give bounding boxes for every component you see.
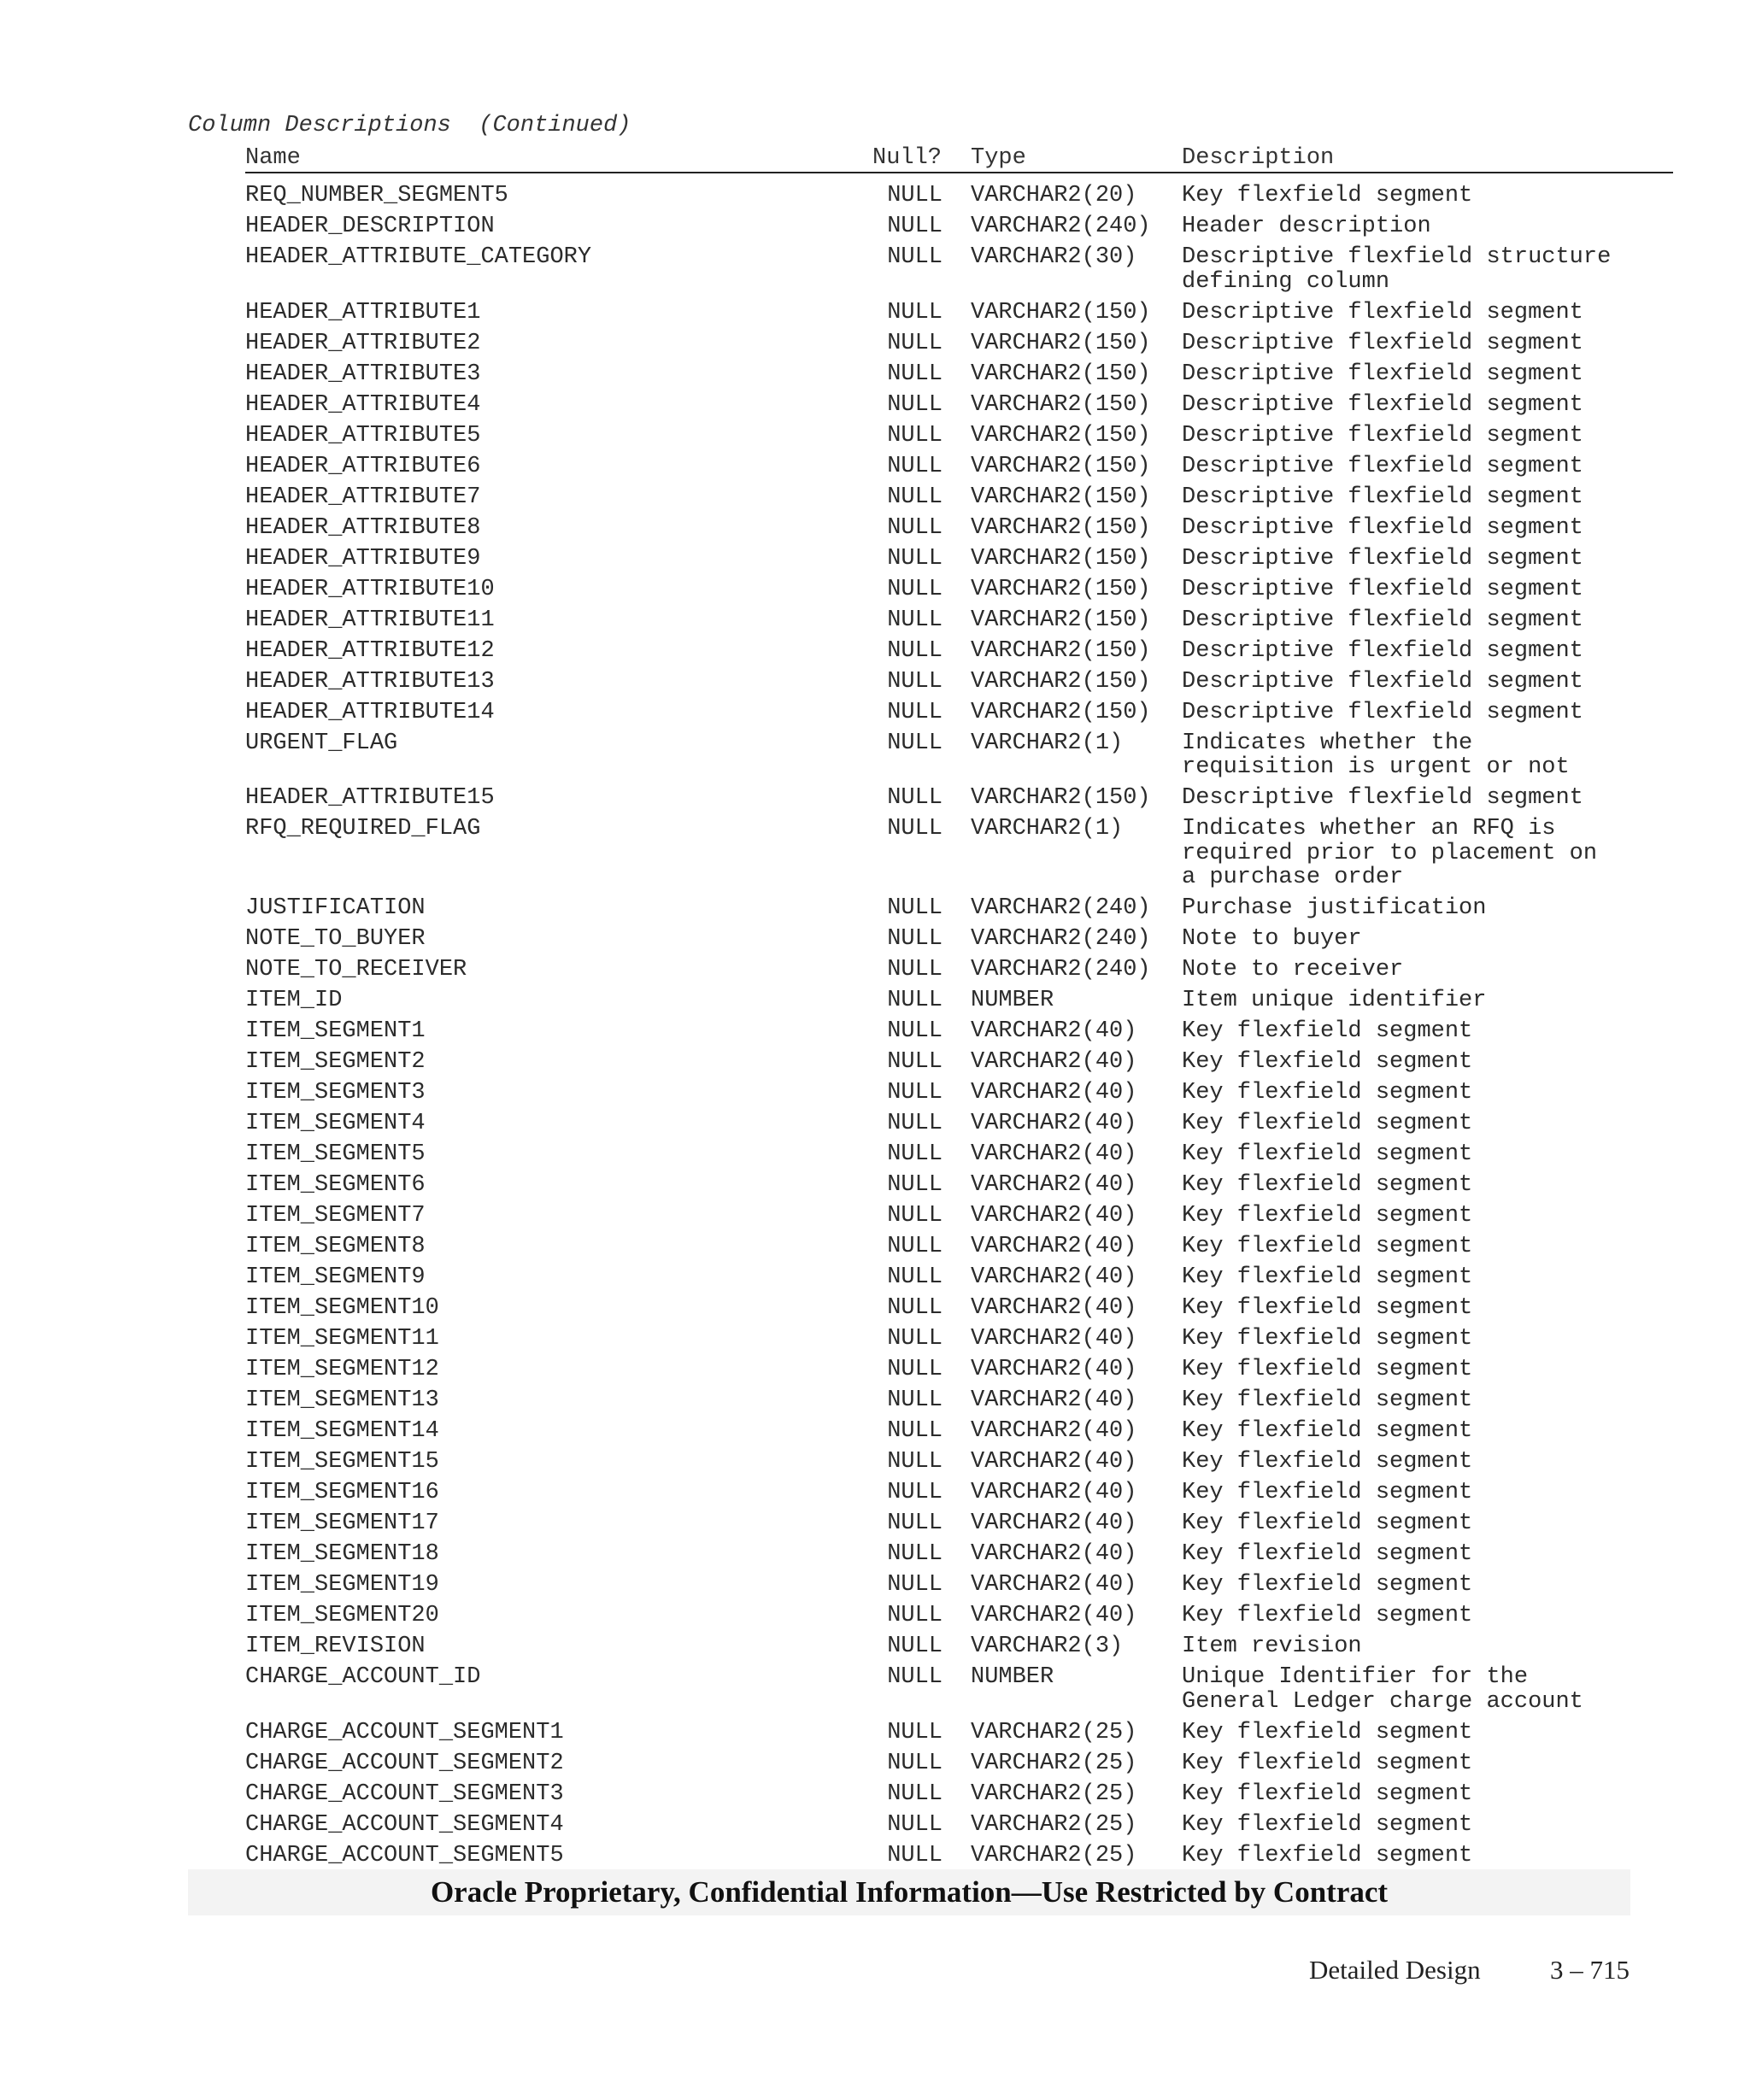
table-row — [245, 1388, 1673, 1419]
column-description: Descriptive flexfield segment — [1182, 668, 1583, 695]
column-nullability: NULL — [887, 988, 943, 1013]
column-type: VARCHAR2(240) — [971, 214, 1151, 239]
table-row — [245, 1019, 1673, 1050]
column-name: ITEM_SEGMENT15 — [245, 1449, 439, 1475]
column-type: VARCHAR2(40) — [971, 1387, 1137, 1413]
column-name: ITEM_SEGMENT19 — [245, 1572, 439, 1598]
column-description: Item unique identifier — [1182, 988, 1487, 1013]
column-description: Key flexfield segment — [1182, 1510, 1473, 1536]
column-name: NOTE_TO_BUYER — [245, 926, 426, 952]
column-type: NUMBER — [971, 1664, 1054, 1690]
column-name: ITEM_SEGMENT16 — [245, 1480, 439, 1505]
column-name: ITEM_REVISION — [245, 1634, 426, 1659]
column-type: VARCHAR2(3) — [971, 1634, 1124, 1659]
column-nullability: NULL — [887, 1141, 943, 1167]
column-type: VARCHAR2(40) — [971, 1111, 1137, 1136]
column-nullability: NULL — [887, 1572, 943, 1598]
column-nullability: NULL — [887, 637, 943, 664]
table-row — [245, 701, 1673, 731]
column-description: Key flexfield segment — [1182, 1480, 1473, 1505]
column-name: CHARGE_ACCOUNT_SEGMENT3 — [245, 1780, 564, 1807]
column-name: NOTE_TO_RECEIVER — [245, 957, 467, 983]
table-row — [245, 1573, 1673, 1604]
table-row — [245, 1604, 1673, 1634]
column-name: HEADER_ATTRIBUTE7 — [245, 484, 481, 510]
confidentiality-banner: Oracle Proprietary, Confidential Information––Use Restricted by Contract — [188, 1869, 1630, 1915]
column-nullability: NULL — [887, 1634, 943, 1659]
table-row — [245, 547, 1673, 578]
column-description: Key flexfield segment — [1182, 1572, 1473, 1598]
section-title: Column Descriptions (Continued) — [188, 113, 631, 138]
column-nullability: NULL — [887, 299, 943, 326]
column-nullability: NULL — [887, 1510, 943, 1536]
column-name: HEADER_ATTRIBUTE14 — [245, 699, 495, 725]
column-description: Key flexfield segment — [1182, 1842, 1473, 1868]
column-nullability: NULL — [887, 1172, 943, 1198]
column-description: Descriptive flexfield segment — [1182, 453, 1583, 479]
column-name: ITEM_SEGMENT17 — [245, 1510, 439, 1536]
column-type: VARCHAR2(150) — [971, 637, 1151, 664]
column-description: Key flexfield segment — [1182, 1141, 1473, 1167]
header-type: Type — [971, 145, 1026, 171]
column-nullability: NULL — [887, 895, 943, 921]
table-row — [245, 1419, 1673, 1450]
column-type: VARCHAR2(25) — [971, 1842, 1137, 1868]
column-type: VARCHAR2(150) — [971, 391, 1151, 418]
column-nullability: NULL — [887, 1811, 943, 1838]
column-description: Key flexfield segment — [1182, 1295, 1473, 1321]
column-description: Descriptive flexfield segment — [1182, 330, 1583, 356]
column-nullability: NULL — [887, 926, 943, 952]
table-row — [245, 1142, 1673, 1173]
column-name: ITEM_SEGMENT18 — [245, 1541, 439, 1567]
column-nullability: NULL — [887, 1541, 943, 1567]
column-name: RFQ_REQUIRED_FLAG — [245, 816, 481, 842]
column-nullability: NULL — [887, 668, 943, 695]
column-type: VARCHAR2(150) — [971, 699, 1151, 725]
column-description: Key flexfield segment — [1182, 1203, 1473, 1229]
column-type: VARCHAR2(25) — [971, 1811, 1137, 1838]
column-type: VARCHAR2(40) — [971, 1541, 1137, 1567]
column-nullability: NULL — [887, 607, 943, 633]
column-name: CHARGE_ACCOUNT_SEGMENT2 — [245, 1750, 564, 1776]
column-nullability: NULL — [887, 453, 943, 479]
column-nullability: NULL — [887, 1234, 943, 1259]
table-row — [245, 988, 1673, 1019]
header-name: Name — [245, 145, 301, 171]
column-nullability: NULL — [887, 699, 943, 725]
column-nullability: NULL — [887, 361, 943, 387]
column-description: Key flexfield segment — [1182, 1811, 1473, 1838]
table-row — [245, 1542, 1673, 1573]
table-row — [245, 184, 1673, 214]
column-name: HEADER_DESCRIPTION — [245, 214, 495, 239]
column-nullability: NULL — [887, 1418, 943, 1444]
column-description: Note to receiver — [1182, 957, 1404, 983]
column-description: Key flexfield segment — [1182, 1387, 1473, 1413]
table-row — [245, 362, 1673, 393]
column-name: ITEM_SEGMENT10 — [245, 1295, 439, 1321]
column-name: HEADER_ATTRIBUTE13 — [245, 668, 495, 695]
table-row — [245, 578, 1673, 608]
column-description: Key flexfield segment — [1182, 1326, 1473, 1352]
column-nullability: NULL — [887, 422, 943, 449]
table-row — [245, 608, 1673, 639]
column-description: Key flexfield segment — [1182, 1264, 1473, 1290]
column-nullability: NULL — [887, 730, 943, 756]
column-type: VARCHAR2(40) — [971, 1264, 1137, 1290]
column-type: VARCHAR2(240) — [971, 926, 1151, 952]
column-description: Descriptive flexfield segment — [1182, 514, 1583, 541]
table-row — [245, 1813, 1673, 1844]
column-description: Key flexfield segment — [1182, 1719, 1473, 1745]
column-description: Key flexfield segment — [1182, 1049, 1473, 1075]
table-row — [245, 786, 1673, 817]
column-type: VARCHAR2(1) — [971, 816, 1124, 842]
column-nullability: NULL — [887, 576, 943, 602]
column-type: VARCHAR2(40) — [971, 1357, 1137, 1382]
column-type: VARCHAR2(40) — [971, 1480, 1137, 1505]
column-name: CHARGE_ACCOUNT_SEGMENT5 — [245, 1842, 564, 1868]
table-row — [245, 1173, 1673, 1204]
column-type: VARCHAR2(40) — [971, 1080, 1137, 1106]
column-nullability: NULL — [887, 391, 943, 418]
column-nullability: NULL — [887, 1780, 943, 1807]
column-description: Descriptive flexfield segment — [1182, 637, 1583, 664]
column-name: HEADER_ATTRIBUTE9 — [245, 545, 481, 572]
table-row — [245, 485, 1673, 516]
column-name: HEADER_ATTRIBUTE8 — [245, 514, 481, 541]
table-row — [245, 455, 1673, 485]
column-name: HEADER_ATTRIBUTE10 — [245, 576, 495, 602]
column-type: VARCHAR2(20) — [971, 183, 1137, 208]
column-nullability: NULL — [887, 816, 943, 842]
column-nullability: NULL — [887, 1295, 943, 1321]
column-name: CHARGE_ACCOUNT_SEGMENT1 — [245, 1719, 564, 1745]
column-nullability: NULL — [887, 330, 943, 356]
table-row — [245, 516, 1673, 547]
column-description: Descriptive flexfield segment — [1182, 545, 1583, 572]
column-name: HEADER_ATTRIBUTE6 — [245, 453, 481, 479]
column-nullability: NULL — [887, 1603, 943, 1628]
column-type: VARCHAR2(40) — [971, 1049, 1137, 1075]
column-nullability: NULL — [887, 1357, 943, 1382]
column-type: VARCHAR2(150) — [971, 453, 1151, 479]
column-name: ITEM_SEGMENT12 — [245, 1357, 439, 1382]
table-header — [245, 144, 1673, 173]
table-row — [245, 896, 1673, 927]
table-row — [245, 1481, 1673, 1511]
column-name: JUSTIFICATION — [245, 895, 426, 921]
column-description: Key flexfield segment — [1182, 1018, 1473, 1044]
column-nullability: NULL — [887, 1719, 943, 1745]
column-name: ITEM_SEGMENT1 — [245, 1018, 426, 1044]
column-name: HEADER_ATTRIBUTE5 — [245, 422, 481, 449]
table-row — [245, 424, 1673, 455]
column-type: VARCHAR2(40) — [971, 1295, 1137, 1321]
column-description: Descriptive flexfield segment — [1182, 785, 1583, 811]
column-nullability: NULL — [887, 514, 943, 541]
column-description: Key flexfield segment — [1182, 1418, 1473, 1444]
column-type: VARCHAR2(40) — [971, 1203, 1137, 1229]
column-description: Purchase justification — [1182, 895, 1487, 921]
column-description: Descriptive flexfield segment — [1182, 361, 1583, 387]
column-name: HEADER_ATTRIBUTE3 — [245, 361, 481, 387]
table-row — [245, 245, 1673, 301]
column-type: VARCHAR2(40) — [971, 1234, 1137, 1259]
table-row — [245, 1450, 1673, 1481]
table-row — [245, 1296, 1673, 1327]
column-description: Key flexfield segment — [1182, 1449, 1473, 1475]
table-row — [245, 1112, 1673, 1142]
column-description: Descriptive flexfield structure defining column — [1182, 244, 1612, 295]
column-description: Unique Identifier for the General Ledger charge account — [1182, 1664, 1583, 1715]
column-description: Key flexfield segment — [1182, 1750, 1473, 1776]
table-row — [245, 1265, 1673, 1296]
column-type: VARCHAR2(240) — [971, 957, 1151, 983]
table-row — [245, 1634, 1673, 1665]
column-type: VARCHAR2(40) — [971, 1603, 1137, 1628]
table-row — [245, 331, 1673, 362]
column-description: Note to buyer — [1182, 926, 1362, 952]
column-name: ITEM_SEGMENT20 — [245, 1603, 439, 1628]
table-row — [245, 1782, 1673, 1813]
column-nullability: NULL — [887, 1111, 943, 1136]
column-nullability: NULL — [887, 785, 943, 811]
column-nullability: NULL — [887, 214, 943, 239]
column-description: Key flexfield segment — [1182, 1357, 1473, 1382]
column-nullability: NULL — [887, 1449, 943, 1475]
column-nullability: NULL — [887, 1049, 943, 1075]
table-row — [245, 1050, 1673, 1081]
column-name: ITEM_SEGMENT5 — [245, 1141, 426, 1167]
column-nullability: NULL — [887, 957, 943, 983]
column-name: CHARGE_ACCOUNT_SEGMENT4 — [245, 1811, 564, 1838]
column-name: ITEM_SEGMENT6 — [245, 1172, 426, 1198]
column-nullability: NULL — [887, 484, 943, 510]
column-type: VARCHAR2(1) — [971, 730, 1124, 756]
column-name: HEADER_ATTRIBUTE1 — [245, 299, 481, 326]
column-nullability: NULL — [887, 1750, 943, 1776]
table-row — [245, 1511, 1673, 1542]
column-name: CHARGE_ACCOUNT_ID — [245, 1664, 481, 1690]
column-name: ITEM_ID — [245, 988, 343, 1013]
column-nullability: NULL — [887, 545, 943, 572]
column-name: ITEM_SEGMENT11 — [245, 1326, 439, 1352]
column-nullability: NULL — [887, 1326, 943, 1352]
table-row — [245, 1204, 1673, 1235]
column-type: VARCHAR2(40) — [971, 1326, 1137, 1352]
column-name: HEADER_ATTRIBUTE2 — [245, 330, 481, 356]
column-name: ITEM_SEGMENT9 — [245, 1264, 426, 1290]
table-row — [245, 731, 1673, 787]
column-type: VARCHAR2(25) — [971, 1750, 1137, 1776]
column-type: VARCHAR2(150) — [971, 484, 1151, 510]
table-row — [245, 1327, 1673, 1358]
table-row — [245, 1751, 1673, 1782]
column-type: VARCHAR2(30) — [971, 244, 1137, 270]
column-description: Descriptive flexfield segment — [1182, 484, 1583, 510]
column-type: VARCHAR2(40) — [971, 1449, 1137, 1475]
column-nullability: NULL — [887, 244, 943, 270]
column-type: VARCHAR2(150) — [971, 607, 1151, 633]
table-row — [245, 1081, 1673, 1112]
table-row — [245, 639, 1673, 670]
column-description: Descriptive flexfield segment — [1182, 299, 1583, 326]
table-body — [245, 184, 1673, 1874]
column-name: ITEM_SEGMENT14 — [245, 1418, 439, 1444]
column-type: VARCHAR2(150) — [971, 576, 1151, 602]
column-descriptions-table — [245, 144, 1673, 1874]
column-type: VARCHAR2(40) — [971, 1418, 1137, 1444]
column-description: Header description — [1182, 214, 1431, 239]
table-row — [245, 1235, 1673, 1265]
column-name: ITEM_SEGMENT4 — [245, 1111, 426, 1136]
column-type: VARCHAR2(150) — [971, 785, 1151, 811]
column-name: URGENT_FLAG — [245, 730, 398, 756]
column-type: VARCHAR2(240) — [971, 895, 1151, 921]
column-name: HEADER_ATTRIBUTE11 — [245, 607, 495, 633]
column-nullability: NULL — [887, 1842, 943, 1868]
footer-section-title: Detailed Design — [1309, 1955, 1481, 1985]
column-name: ITEM_SEGMENT7 — [245, 1203, 426, 1229]
column-type: VARCHAR2(150) — [971, 361, 1151, 387]
column-description: Indicates whether an RFQ is required prior to placement on a purchase order — [1182, 816, 1598, 890]
column-description: Key flexfield segment — [1182, 183, 1473, 208]
table-row — [245, 927, 1673, 958]
column-name: ITEM_SEGMENT13 — [245, 1387, 439, 1413]
column-description: Key flexfield segment — [1182, 1780, 1473, 1807]
header-description: Description — [1182, 145, 1335, 171]
column-description: Key flexfield segment — [1182, 1172, 1473, 1198]
column-type: VARCHAR2(150) — [971, 514, 1151, 541]
column-nullability: NULL — [887, 1480, 943, 1505]
column-description: Descriptive flexfield segment — [1182, 699, 1583, 725]
column-type: VARCHAR2(25) — [971, 1719, 1137, 1745]
table-row — [245, 301, 1673, 331]
column-description: Descriptive flexfield segment — [1182, 422, 1583, 449]
table-row — [245, 1665, 1673, 1721]
column-type: VARCHAR2(150) — [971, 545, 1151, 572]
column-nullability: NULL — [887, 183, 943, 208]
column-description: Key flexfield segment — [1182, 1111, 1473, 1136]
column-nullability: NULL — [887, 1264, 943, 1290]
column-description: Descriptive flexfield segment — [1182, 391, 1583, 418]
column-description: Key flexfield segment — [1182, 1080, 1473, 1106]
table-row — [245, 958, 1673, 988]
column-name: HEADER_ATTRIBUTE_CATEGORY — [245, 244, 592, 270]
column-name: ITEM_SEGMENT8 — [245, 1234, 426, 1259]
table-row — [245, 670, 1673, 701]
column-type: VARCHAR2(150) — [971, 422, 1151, 449]
column-name: HEADER_ATTRIBUTE4 — [245, 391, 481, 418]
column-description: Key flexfield segment — [1182, 1603, 1473, 1628]
column-name: REQ_NUMBER_SEGMENT5 — [245, 183, 508, 208]
column-type: VARCHAR2(40) — [971, 1141, 1137, 1167]
column-name: ITEM_SEGMENT2 — [245, 1049, 426, 1075]
column-type: VARCHAR2(150) — [971, 668, 1151, 695]
column-type: VARCHAR2(40) — [971, 1510, 1137, 1536]
column-description: Descriptive flexfield segment — [1182, 607, 1583, 633]
column-nullability: NULL — [887, 1018, 943, 1044]
column-type: VARCHAR2(150) — [971, 299, 1151, 326]
column-type: VARCHAR2(25) — [971, 1780, 1137, 1807]
column-type: VARCHAR2(40) — [971, 1172, 1137, 1198]
table-row — [245, 1358, 1673, 1388]
column-name: HEADER_ATTRIBUTE15 — [245, 785, 495, 811]
footer-page-number: 3 – 715 — [1550, 1955, 1630, 1985]
table-row — [245, 393, 1673, 424]
column-nullability: NULL — [887, 1387, 943, 1413]
table-row — [245, 817, 1673, 896]
column-nullability: NULL — [887, 1080, 943, 1106]
column-description: Item revision — [1182, 1634, 1362, 1659]
column-description: Key flexfield segment — [1182, 1541, 1473, 1567]
column-description: Descriptive flexfield segment — [1182, 576, 1583, 602]
column-description: Indicates whether the requisition is urgent or not — [1182, 730, 1570, 780]
table-row — [245, 1721, 1673, 1751]
column-type: VARCHAR2(40) — [971, 1018, 1137, 1044]
column-type: VARCHAR2(40) — [971, 1572, 1137, 1598]
column-name: HEADER_ATTRIBUTE12 — [245, 637, 495, 664]
column-name: ITEM_SEGMENT3 — [245, 1080, 426, 1106]
column-nullability: NULL — [887, 1664, 943, 1690]
header-null: Null? — [872, 145, 943, 171]
column-description: Key flexfield segment — [1182, 1234, 1473, 1259]
column-type: NUMBER — [971, 988, 1054, 1013]
column-type: VARCHAR2(150) — [971, 330, 1151, 356]
column-nullability: NULL — [887, 1203, 943, 1229]
table-row — [245, 214, 1673, 245]
